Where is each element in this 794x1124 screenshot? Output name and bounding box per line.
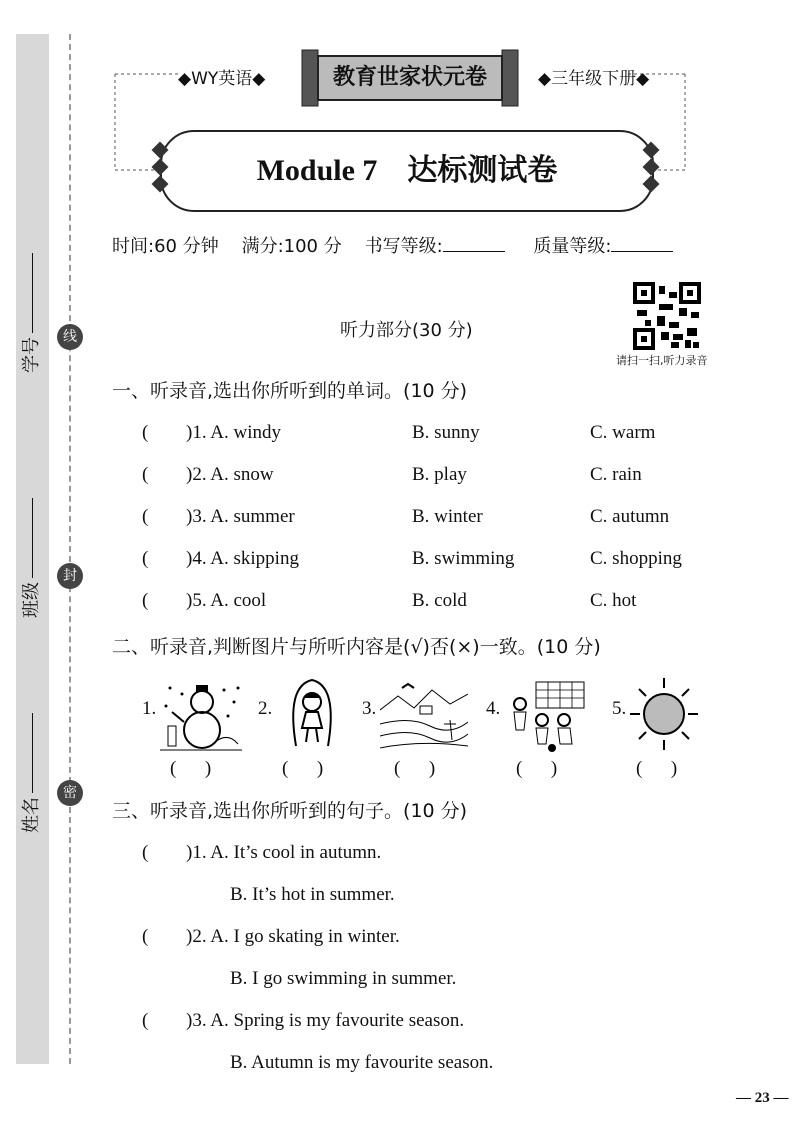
title-scroll	[300, 48, 520, 108]
s1-option-c-4: C. shopping	[590, 548, 682, 569]
listening-header: 听力部分(30 分)	[340, 320, 473, 341]
s1-option-a-1: )1. A. windy	[186, 422, 281, 443]
s3-answer-paren-3[interactable]: (	[142, 1010, 149, 1031]
s1-option-b-1: B. sunny	[412, 422, 480, 443]
s1-option-b-5: B. cold	[412, 590, 467, 611]
exam-info	[112, 232, 673, 258]
s3-sentence-a-1: )1. A. It’s cool in autumn.	[186, 842, 382, 863]
picture-label-1: 1.	[142, 698, 157, 719]
writing-grade-blank[interactable]	[443, 250, 505, 252]
s1-answer-paren-5[interactable]: (	[142, 590, 149, 611]
s3-answer-paren-1[interactable]: (	[142, 842, 149, 863]
section1-title: 一、听录音,选出你所听到的单词。(10 分)	[112, 380, 468, 402]
picture-label-4: 4.	[486, 698, 501, 719]
picture-label-2: 2.	[258, 698, 273, 719]
student-id-label: 学号	[21, 337, 42, 373]
s1-option-c-3: C. autumn	[590, 506, 670, 527]
picture-label-5: 5.	[612, 698, 627, 719]
s3-answer-paren-2[interactable]: (	[142, 926, 149, 947]
seal-mi: 密	[57, 780, 83, 806]
football-players-picture	[506, 678, 586, 754]
s1-option-b-2: B. play	[412, 464, 467, 485]
answer-box-1[interactable]: ( )	[170, 758, 212, 779]
s1-option-a-3: )3. A. summer	[186, 506, 295, 527]
s1-option-b-4: B. swimming	[412, 548, 515, 569]
s1-answer-paren-3[interactable]: (	[142, 506, 149, 527]
s3-sentence-b-1: B. It’s hot in summer.	[230, 884, 395, 905]
left-tag: ◆WY英语◆	[178, 69, 266, 89]
sun-picture	[628, 674, 700, 754]
s1-option-a-2: )2. A. snow	[186, 464, 274, 485]
s1-option-a-5: )5. A. cool	[186, 590, 267, 611]
quality-grade-blank[interactable]	[611, 250, 673, 252]
s1-answer-paren-2[interactable]: (	[142, 464, 149, 485]
answer-box-5[interactable]: ( )	[636, 758, 678, 779]
answer-box-4[interactable]: ( )	[516, 758, 558, 779]
score-info: 满分:100 分	[241, 236, 342, 257]
s1-option-a-4: )4. A. skipping	[186, 548, 299, 569]
class-label: 班级	[21, 582, 42, 618]
seal-xian: 线	[57, 324, 83, 350]
s1-answer-paren-4[interactable]: (	[142, 548, 149, 569]
right-tag: ◆三年级下册◆	[538, 69, 650, 89]
s1-option-b-3: B. winter	[412, 506, 483, 527]
s3-sentence-a-2: )2. A. I go skating in winter.	[186, 926, 400, 947]
qr-code-icon[interactable]	[633, 282, 701, 350]
snowman-picture	[160, 682, 242, 754]
module-title: Module 7 达标测试卷	[160, 130, 654, 212]
answer-box-2[interactable]: ( )	[282, 758, 324, 779]
name-label: 姓名	[21, 797, 42, 833]
time-info: 时间:60 分钟	[112, 236, 219, 257]
section2-title: 二、听录音,判断图片与所听内容是(√)否(×)一致。(10 分)	[112, 636, 601, 658]
name-field[interactable]	[17, 713, 43, 833]
student-id-field[interactable]	[17, 253, 43, 373]
cut-line	[69, 34, 71, 1064]
page-number: — 23 —	[736, 1090, 789, 1106]
picture-label-3: 3.	[362, 698, 377, 719]
qr-caption: 请扫一扫,听力录音	[616, 354, 708, 367]
s1-option-c-5: C. hot	[590, 590, 637, 611]
s3-sentence-b-2: B. I go swimming in summer.	[230, 968, 457, 989]
section3-title: 三、听录音,选出你所听到的句子。(10 分)	[112, 800, 468, 822]
quality-grade-label: 质量等级:	[533, 236, 612, 257]
s3-sentence-a-3: )3. A. Spring is my favourite season.	[186, 1010, 465, 1031]
class-field[interactable]	[17, 498, 43, 618]
s1-answer-paren-1[interactable]: (	[142, 422, 149, 443]
seal-feng: 封	[57, 563, 83, 589]
river-landscape-picture	[380, 680, 468, 752]
skipping-girl-picture	[282, 676, 342, 754]
scroll-title: 教育世家状元卷	[332, 65, 487, 90]
s1-option-c-1: C. warm	[590, 422, 656, 443]
s1-option-c-2: C. rain	[590, 464, 642, 485]
answer-box-3[interactable]: ( )	[394, 758, 436, 779]
writing-grade-label: 书写等级:	[364, 236, 443, 257]
s3-sentence-b-3: B. Autumn is my favourite season.	[230, 1052, 494, 1073]
